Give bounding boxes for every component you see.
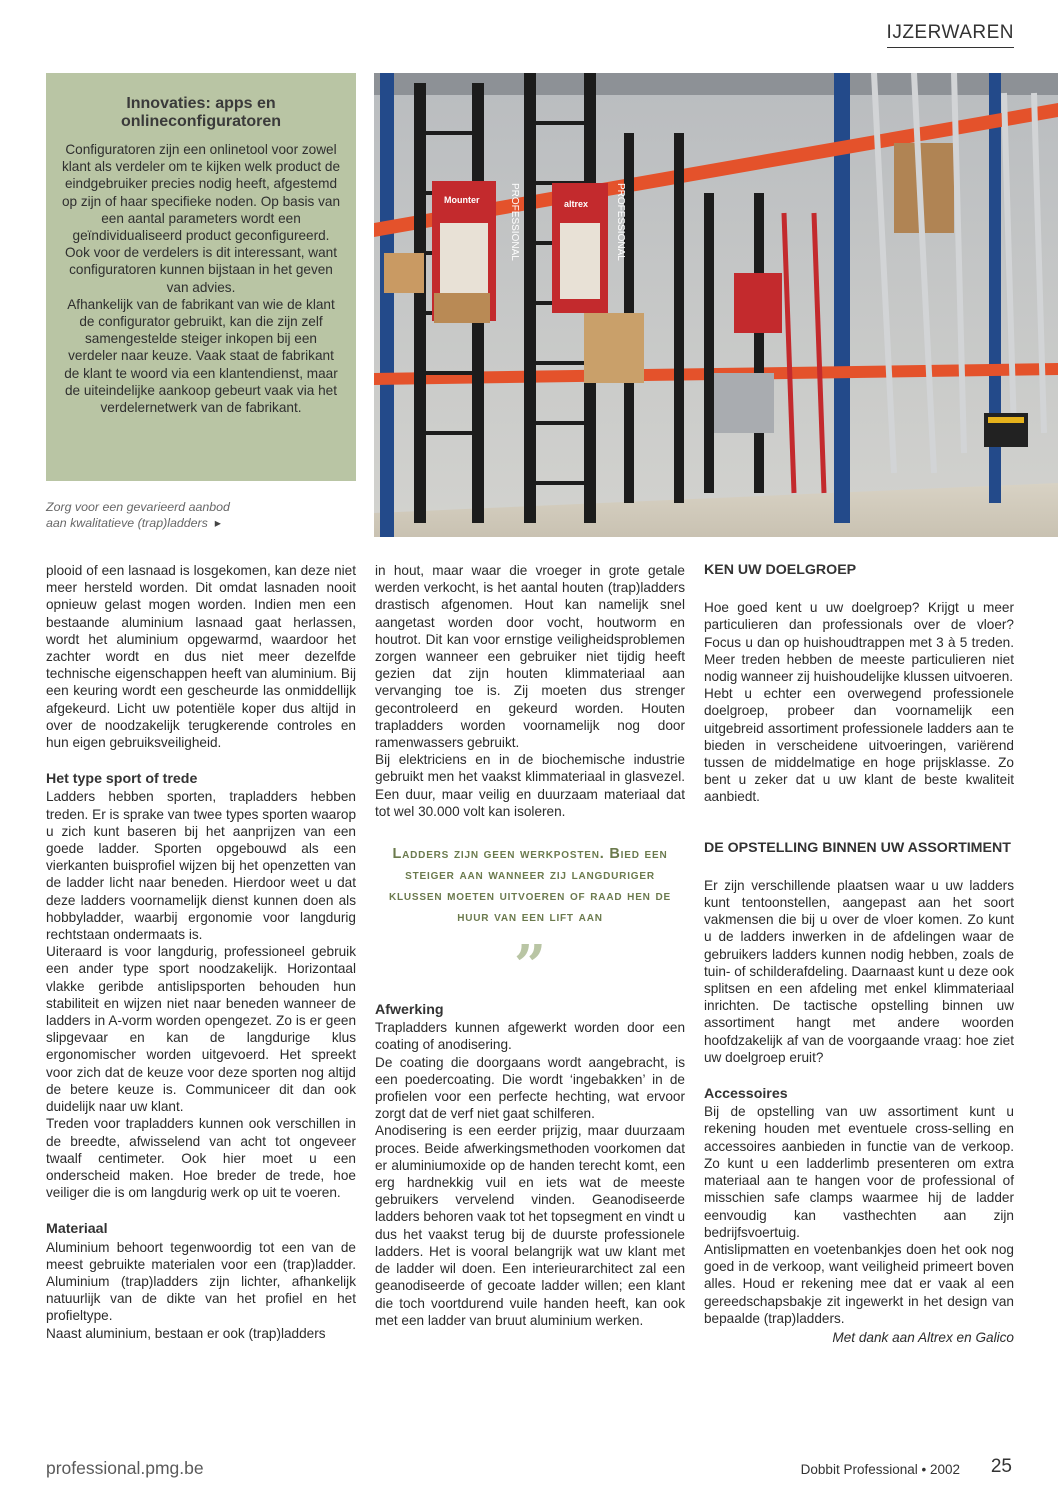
body-paragraph: in hout, maar waar die vroeger in grote getale werden verkocht, is het aantal houten (trap)ladders drastisch afgenomen. Hout kan namelijk snel aangetast worden door vocht, houtworm en houtrot. Dit kan voor ernstige veiligheidsproblemen zorgen wanneer een gebruiker niet tijdig heeft gezien dat zijn houten klimmateriaal aan vervanging toe is. Zij moeten dus strenger gecontroleerd en gekeurd worden. Houten trapladders worden voornamelijk nog door ramenwassers gebruikt. bbox=[375, 563, 685, 751]
photo-caption bbox=[46, 499, 346, 531]
subheading-afwerking: Afwerking bbox=[375, 1002, 444, 1019]
section-label: IJZERWAREN bbox=[887, 22, 1014, 48]
sidebar-box bbox=[46, 73, 356, 481]
body-paragraph: Bij elektriciens en in de biochemische industrie gebruikt men het vaakst klimmateriaal in glasvezel. Een duur, maar veilig en duurzaam materiaal dat tot wel 30.000 volt kan isoleren. bbox=[375, 752, 685, 819]
body-paragraph: Antislipmatten en voetenbankjes doen het ook nog goed in de verkoop, want veiligheid primeert boven alles. Houd er rekening mee dat er vaak al een gereedschapsbakje zit ingewerkt in het design van bepaalde (trap)ladders. bbox=[704, 1241, 1014, 1326]
sidebar-paragraph: Configuratoren zijn een onlinetool voor zowel klant als verdeler om te kijken welk product de eindgebruiker precies nodig heeft, afgestemd op zijn of haar specifieke noden. Op basis van een aantal parameters wordt een geïndividualiseerd product geconfigureerd. bbox=[61, 142, 341, 244]
caption-line-2: aan kwalitatieve (trap)ladders ▸ bbox=[46, 516, 221, 530]
photo-label-professional: PROFESSIONAL bbox=[615, 183, 626, 261]
body-paragraph: Treden voor trapladders kunnen ook verschillen in de breedte, afwisselend van acht tot ongeveer twaalf centimeter. Ook hier moet u een onderscheid maken. Hoe breder de trede, hoe veiliger die is om langdurig werk op uit te voeren. bbox=[46, 1116, 356, 1201]
acknowledgement: Met dank aan Altrex en Galico bbox=[832, 1329, 1014, 1345]
subheading-accessoires: Accessoires bbox=[704, 1086, 788, 1103]
subheading-sport: Het type sport of trede bbox=[46, 771, 198, 788]
body-paragraph: Hoe goed kent u uw doelgroep? Krijgt u meer particulieren dan professionals over de vloer? Focus u dan op huishoudtrappen met 3 à 5 treden. Meer treden hebben de meeste particulieren niet nodig wanneer zij huishoudelijke klussen uitvoeren. bbox=[704, 600, 1014, 685]
body-paragraph: Trapladders kunnen afgewerkt worden door een coating of anodisering. bbox=[375, 1020, 685, 1053]
body-paragraph: Naast aluminium, bestaan er ook (trap)ladders bbox=[46, 1325, 326, 1341]
ladder-store-photo bbox=[374, 73, 1058, 537]
quote-mark-icon: ” bbox=[513, 933, 547, 1000]
body-paragraph: Bij de opstelling van uw assortiment kunt u rekening houden met eventuele cross-selling en accessoires aanbieden in functie van de verkoop. Zo kunt u een ladderlimb presenteren om extra materiaal aan te hangen voor de professional of misschien safe clamps waarmee hij de ladder eenvoudig kan vasthechten aan zijn bedrijfsvoertuig. bbox=[704, 1104, 1014, 1240]
caption-line: Zorg voor een gevarieerd aanbod bbox=[46, 500, 230, 514]
body-paragraph: Aluminium behoort tegenwoordig tot een van de meest gebruikte materialen voor een (trap)ladder. Aluminium (trap)ladders zijn lichter, afhankelijk natuurlijk van de dikte van het profiel en het profieltype. bbox=[46, 1239, 356, 1324]
body-paragraph: Hebt u echter een overwegend professionele doelgroep, probeer dan voornamelijk een uitgebreid assortiment professionele ladders aan te bieden in verscheidene uitvoeringen, variërend tussen de middelmatige en hoge prijsklasse. Zo bent u zeker dat u uw klant de beste kwaliteit aanbiedt. bbox=[704, 686, 1014, 805]
column-2 bbox=[375, 562, 685, 1329]
body-paragraph: Er zijn verschillende plaatsen waar u uw ladders kunt tentoonstellen, aangepast aan het soort vakmensen die bij u over de vloer komen. Zo kunt u de ladders inwerken in de afdelingen waar de gebruikers ladders kunnen nodig hebben, zoals de tuin- of schilderafdeling. Daarnaast kunt u deze ook splitsen en een afdeling met enkel klimmateriaal inrichten. De tactische opstelling binnen uw assortiment hangt met andere woorden hoofdzakelijk af van de voorgaande vraag: hoe ziet uw doelgroep eruit? bbox=[704, 877, 1014, 1065]
photo-label-mounter: Mounter bbox=[444, 195, 480, 205]
sidebar-title: Innovaties: apps en onlineconfiguratoren bbox=[121, 95, 281, 130]
subheading-doelgroep: KEN UW DOELGROEP bbox=[704, 562, 857, 578]
page-number: 25 bbox=[990, 1456, 1012, 1477]
pull-quote: Ladders zijn geen werkposten. Bied een steiger aan wanneer zij langduriger klussen moeten uitvoeren of raad hen de huur van een lift aan bbox=[388, 846, 672, 926]
caption-arrow-icon: ▸ bbox=[214, 516, 221, 530]
photo-label-professional: PROFESSIONAL bbox=[509, 183, 520, 261]
footer-magazine-issue: Dobbit Professional • 2002 bbox=[800, 1462, 960, 1477]
body-paragraph: plooid of een lasnaad is losgekomen, kan deze niet meer hersteld worden. Dit omdat lasnaden nooit opnieuw gelast mogen worden. Indien men een bestaande aluminium lasnaad gaat herlassen, wordt het aluminium opgewarmd, waardoor het zachter wordt en dus niet meer dezelfde technische eigenschappen heeft van aluminium. Bij een keuring wordt een gescheurde las onmiddellijk afgekeurd. Licht uw potentiële koper dus altijd in over de noodzakelijk terugkerende controles en hun eigen gebruiksveiligheid. bbox=[46, 563, 356, 751]
footer-website-link[interactable]: professional.pmg.be bbox=[46, 1458, 204, 1478]
sidebar-paragraph: Afhankelijk van de fabrikant van wie de klant de configurator gebruikt, kan die zijn zelf samengestelde steiger inkopen bij een verdeler naar keuze. Vaak staat de fabrikant de klant te woord via een klantendienst, maar de uiteindelijke aankoop gebeurt vaak via het verdelernetwerk van de fabrikant. bbox=[64, 296, 338, 416]
sidebar-paragraph: Ook voor de verdelers is dit interessant, want configuratoren kunnen bijstaan in het geven van advies. bbox=[64, 245, 337, 295]
column-3 bbox=[704, 562, 1014, 1346]
photo-label-altrex: altrex bbox=[564, 199, 589, 209]
subheading-materiaal: Materiaal bbox=[46, 1221, 108, 1238]
body-paragraph: Anodisering is een eerder prijzig, maar duurzaam proces. Beide afwerkingsmethoden voorkomen dat er aluminiumoxide op de handen terecht komt, een erg hardnekkig vuil en iets wat de meeste gebruikers vervelend vinden. Geanodiseerde ladders behoren vaak tot het topsegment en vindt u dus het vaakst terug bij de duurste professionele ladders. Het is vooral belangrijk wat uw klant met de ladder wil doen. Een interieurarchitect zal een geanodiseerde of gecoate ladder willen; een klant die toch voortdurend vuile handen heeft, kan ook met een ladder van bruut aluminium werken. bbox=[375, 1123, 685, 1328]
column-1 bbox=[46, 562, 356, 1342]
body-paragraph: Ladders hebben sporten, trapladders hebben treden. Er is sprake van twee types sporten waarop u zich kunt baseren bij het aanprijzen van een goede ladder. Sporten opgebouwd als een vierkanten buisprofiel wijzen bij het openzetten van de ladder licht naar beneden. Hierdoor weet u dat deze ladders voornamelijk dienst kunnen doen als hobbyladder, waarbij ergonomie voor langdurig rechtstaan ondermaats is. bbox=[46, 789, 356, 943]
subheading-opstelling: DE OPSTELLING BINNEN UW ASSORTIMENT bbox=[704, 839, 1011, 856]
body-paragraph: De coating die doorgaans wordt aangebracht, is een poedercoating. Die wordt ‘ingebakken’ in de profielen voor een perfecte hechting, wat ervoor zorgt dat de verf niet gaat schilferen. bbox=[375, 1054, 685, 1122]
body-paragraph: Uiteraard is voor langdurig, professioneel gebruik een ander type sport noodzakelijk. Horizontaal vlakke geribde antislipsporten behouden hun stabiliteit en wijzen niet naar beneden wanneer de ladders in A-vorm worden opengezet. Zo is er geen slipgevaar en kan de langdurige klus ergonomischer worden uitgevoerd. Het spreekt voor zich dat de keuze voor deze sporten nog altijd de betere keuze is. Communiceer dit dan ook duidelijk naar uw klant. bbox=[46, 944, 356, 1115]
